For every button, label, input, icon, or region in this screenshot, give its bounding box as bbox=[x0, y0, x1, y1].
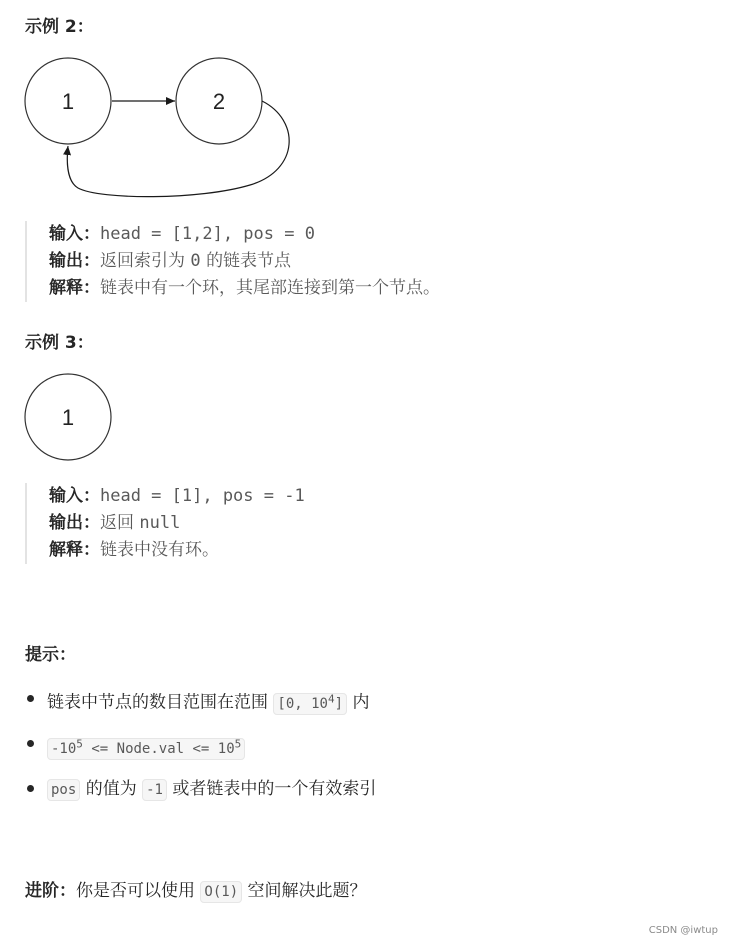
tip-code: [0, $10^4$] bbox=[273, 693, 347, 715]
list-node-1-label: 1 bbox=[61, 405, 75, 430]
explain-value: 链表中没有环。 bbox=[100, 540, 219, 560]
bullet-icon bbox=[27, 695, 34, 702]
tip-text: 的值为 bbox=[85, 779, 137, 799]
output-label: 输出： bbox=[49, 513, 100, 533]
example3-explain-line bbox=[49, 537, 305, 564]
output-text: 返回索引为 bbox=[100, 251, 185, 271]
example3-block bbox=[25, 483, 305, 564]
followup-line bbox=[25, 876, 367, 901]
tip-text-suffix: 内 bbox=[352, 692, 370, 713]
tip-item bbox=[25, 727, 376, 772]
tip-code: -1 bbox=[142, 779, 167, 801]
bullet-icon bbox=[27, 740, 34, 747]
tips-heading: 提示： bbox=[25, 645, 76, 665]
list-node-2-label: 2 bbox=[212, 89, 226, 114]
example2-output-line bbox=[49, 248, 440, 275]
output-text-suffix: 的链表节点 bbox=[206, 251, 292, 271]
output-text: 返回 bbox=[100, 513, 134, 533]
output-label: 输出： bbox=[49, 251, 100, 271]
example2-diagram bbox=[0, 0, 733, 210]
example3-diagram bbox=[0, 360, 200, 470]
tip-text-suffix: 或者链表中的一个有效索引 bbox=[172, 779, 377, 799]
tips-list bbox=[25, 682, 376, 817]
followup-text-suffix: 空间解决此题？ bbox=[247, 881, 367, 901]
tip-text: 链表中节点的数目范围在范围 bbox=[47, 692, 268, 713]
tip-code: pos bbox=[47, 779, 80, 801]
followup-label: 进阶： bbox=[25, 881, 76, 901]
input-value: head = [1], pos = -1 bbox=[100, 486, 305, 506]
output-code: 0 bbox=[190, 251, 201, 271]
followup-code: O(1) bbox=[200, 881, 242, 903]
tip-item bbox=[25, 772, 376, 817]
input-label: 输入： bbox=[49, 224, 100, 244]
example3-output-line bbox=[49, 510, 305, 537]
input-value: head = [1,2], pos = 0 bbox=[100, 224, 315, 244]
list-node-1-label: 1 bbox=[61, 89, 75, 114]
followup-text: 你是否可以使用 bbox=[76, 881, 195, 901]
example2-explain-line bbox=[49, 275, 440, 302]
watermark: CSDN @iwtup bbox=[648, 925, 718, 936]
output-code: null bbox=[139, 513, 181, 533]
tip-item bbox=[25, 682, 376, 727]
explain-label: 解释： bbox=[49, 278, 100, 298]
example2-block bbox=[25, 221, 440, 302]
example3-heading: 示例 3： bbox=[25, 333, 94, 353]
example3-input-line bbox=[49, 483, 305, 510]
bullet-icon bbox=[27, 785, 34, 792]
explain-value: 链表中有一个环，其尾部连接到第一个节点。 bbox=[100, 278, 440, 298]
tip-code: $-10^5$ <= Node.val <= $10^5$ bbox=[47, 738, 245, 760]
explain-label: 解释： bbox=[49, 540, 100, 560]
example2-input-line bbox=[49, 221, 440, 248]
example2-heading: 示例 2： bbox=[25, 17, 94, 37]
input-label: 输入： bbox=[49, 486, 100, 506]
